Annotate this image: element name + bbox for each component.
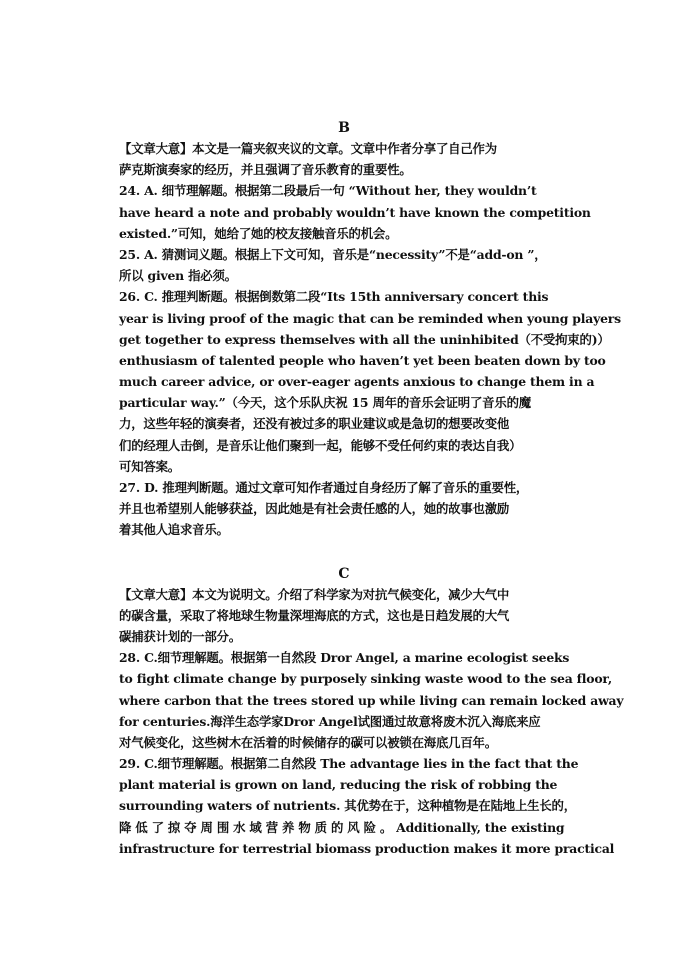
answer-26-line: enthusiasm of talented people who haven’t yet been beaten down by too [119, 352, 606, 368]
answer-26-line: year is living proof of the magic that can be reminded when young players [119, 310, 621, 326]
section-c-heading: C [338, 565, 350, 582]
section-b-body [119, 138, 621, 541]
section-b-summary-line: 【文章大意】本文是一篇夹叙夹议的文章。文章中作者分享了自己作为 [119, 141, 497, 156]
answer-25-line: 25. A. 猜测词义题。根据上下文可知，音乐是“necessity”不是“add-on ”， [119, 246, 547, 262]
answer-explanations [119, 118, 624, 859]
answer-27-line: 并且也希望别人能够获益，因此她是有社会责任感的人，她的故事也激励 [119, 501, 510, 517]
answer-29-line: infrastructure for terrestrial biomass production makes it more practical [119, 840, 615, 856]
answer-27-line: 着其他人追求音乐。 [119, 522, 229, 538]
answer-24-line: 24. A. 细节理解题。根据第二段最后一句 “Without her, they wouldn’t [119, 183, 537, 199]
answer-28-line: for centuries.海洋生态学家Dror Angel试图通过故意将废木沉入海底来应 [119, 713, 541, 729]
section-b-summary-line: 萨克斯演奏家的经历，并且强调了音乐教育的重要性。 [119, 162, 412, 178]
answer-28-line: 28. C.细节理解题。根据第一自然段 Dror Angel, a marine ecologist seeks [119, 650, 570, 666]
answer-26-line: 26. C. 推理判断题。根据倒数第二段“Its 15th anniversary concert this [119, 289, 549, 305]
answer-25-line: 所以 given 指必须。 [119, 268, 237, 284]
section-c-summary-line: 的碳含量，采取了将地球生物量深埋海底的方式，这也是日趋发展的大气 [119, 607, 510, 623]
answer-26-line: 可知答案。 [119, 458, 180, 474]
answer-26-line: 力，这些年轻的演奏者，还没有被过多的职业建议或是急切的想要改变他 [119, 416, 510, 432]
answer-26-line: particular way.”（今天，这个乐队庆祝 15 周年的音乐会证明了音乐的魔 [119, 395, 531, 411]
answer-27-line: 27. D. 推理判断题。通过文章可知作者通过自身经历了解了音乐的重要性， [119, 480, 529, 495]
section-c-body [119, 584, 624, 859]
answer-26-line: get together to express themselves with all the uninhibited（不受拘束的)） [119, 331, 610, 347]
answer-28-line: to fight climate change by purposely sinking waste wood to the sea floor, [119, 671, 612, 687]
answer-28-line: where carbon that the trees stored up while living can remain locked away [119, 692, 624, 708]
section-spacer [119, 541, 569, 564]
answer-29-line: plant material is grown on land, reducing the risk of robbing the [119, 777, 558, 793]
answer-29-line: 降 低 了 掠 夺 周 围 水 域 营 养 物 质 的 风 险 。 Additionally, the existing [119, 819, 565, 835]
answer-28-line: 对气候变化，这些树木在活着的时候储存的碳可以被锁在海底几百年。 [119, 734, 497, 750]
section-c-summary-line: 碳捕获计划的一部分。 [119, 628, 241, 644]
answer-26-line: much career advice, or over-eager agents anxious to change them in a [119, 374, 595, 390]
section-b-heading: B [338, 120, 350, 136]
answer-26-line: 们的经理人击倒，是音乐让他们聚到一起，能够不受任何约束的表达自我） [119, 437, 522, 453]
answer-29-line: surrounding waters of nutrients. 其优势在于，这种植物是在陆地上生长的， [119, 798, 576, 814]
answer-29-line: 29. C.细节理解题。根据第二自然段 The advantage lies in the fact that the [119, 756, 579, 772]
answer-24-line: have heard a note and probably wouldn’t have known the competition [119, 204, 591, 220]
section-c-summary-line: 【文章大意】本文为说明文。介绍了科学家为对抗气候变化，减少大气中 [119, 586, 510, 602]
section-b [119, 118, 621, 541]
answer-24-line: existed.”可知，她给了她的校友接触音乐的机会。 [119, 225, 398, 241]
section-c [119, 564, 624, 859]
